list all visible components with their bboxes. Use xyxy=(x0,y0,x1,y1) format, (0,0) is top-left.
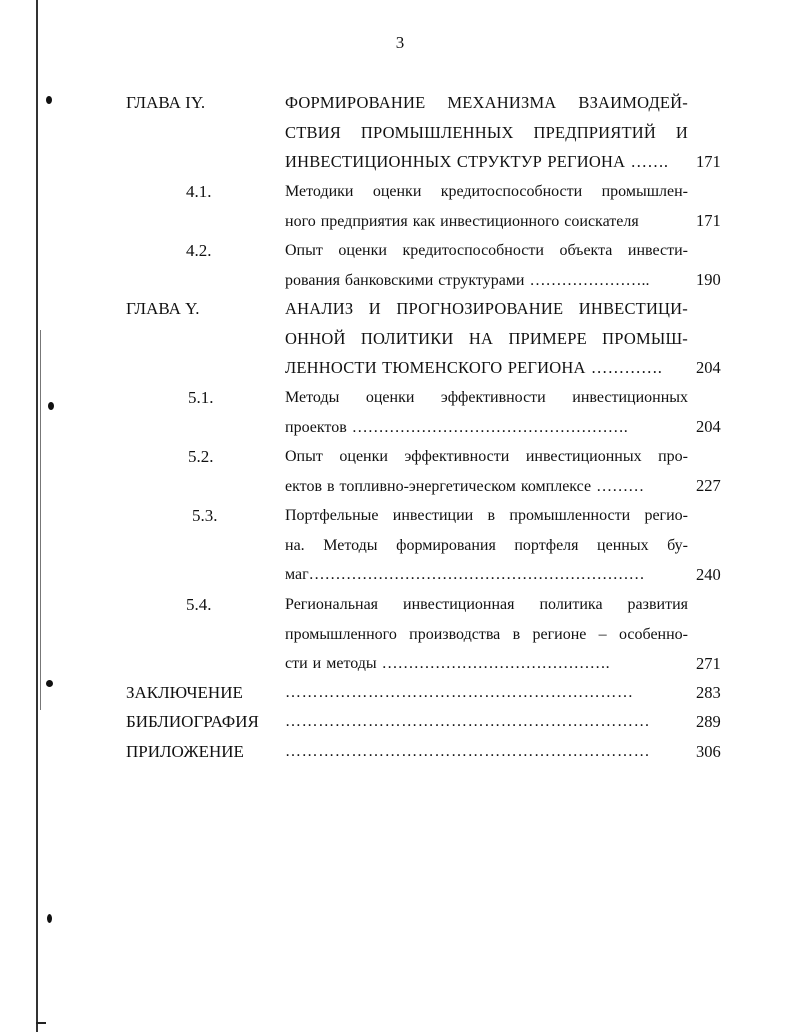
toc-page-number: 240 xyxy=(696,565,721,584)
toc-page-number: 283 xyxy=(696,683,721,702)
punch-mark xyxy=(48,402,54,410)
toc-entry-title xyxy=(285,501,688,590)
toc-label: 4.1. xyxy=(186,182,212,201)
toc-entry-title xyxy=(285,294,688,383)
toc-entry-line: Портфельные инвестиции в промышленности регио- xyxy=(285,507,688,524)
toc-entry-line: ФОРМИРОВАНИЕ МЕХАНИЗМА ВЗАИМОДЕЙ- xyxy=(285,93,688,112)
punch-mark xyxy=(47,914,52,923)
toc-label: 5.2. xyxy=(188,447,214,466)
toc-page-number: 190 xyxy=(696,270,721,289)
toc-page-number: 171 xyxy=(696,211,721,230)
toc-page-number: 271 xyxy=(696,654,721,673)
binding-margin-shadow xyxy=(40,330,41,710)
toc-page-number: 289 xyxy=(696,712,721,731)
toc-label: 5.1. xyxy=(188,388,214,407)
toc-label: 5.3. xyxy=(192,506,218,525)
toc-entry-line: Региональная инвестиционная политика развития xyxy=(285,596,688,613)
toc-entry-line: Методы оценки эффективности инвестиционных xyxy=(285,389,688,406)
toc-entry-line: рования банковскими структурами ………………….. xyxy=(285,271,650,289)
toc-entry-title xyxy=(285,236,688,295)
toc-entry-title xyxy=(285,383,688,442)
toc-entry-line: проектов ……………………………………………. xyxy=(285,418,628,436)
toc-entry-title xyxy=(285,590,688,679)
toc-leader-dots: ………………………………………………………… xyxy=(285,743,651,760)
page-number: 3 xyxy=(395,33,405,52)
toc-entry-line: ного предприятия как инвестиционного соискателя xyxy=(285,212,639,230)
toc-label: БИБЛИОГРАФИЯ xyxy=(126,712,259,731)
toc-page-number: 227 xyxy=(696,476,721,495)
toc-label: ГЛАВА IY. xyxy=(126,93,206,112)
toc-entry-line: ИНВЕСТИЦИОННЫХ СТРУКТУР РЕГИОНА ……. xyxy=(285,152,669,171)
toc-entry-line: на. Методы формирования портфеля ценных бу- xyxy=(285,536,688,554)
toc-page-number: 204 xyxy=(696,417,721,436)
toc-page-number: 204 xyxy=(696,358,721,377)
binding-margin-line xyxy=(36,0,38,1032)
toc-label: 5.4. xyxy=(186,595,212,614)
toc-entry-line: АНАЛИЗ И ПРОГНОЗИРОВАНИЕ ИНВЕСТИЦИ- xyxy=(285,299,688,318)
toc-label: ПРИЛОЖЕНИЕ xyxy=(126,742,244,761)
toc-entry-line: сти и методы ……………………………………. xyxy=(285,655,610,672)
toc-entry-title xyxy=(285,177,688,236)
toc-label: ЗАКЛЮЧЕНИЕ xyxy=(126,683,243,702)
toc-leader-dots: ……………………………………………………… xyxy=(285,684,634,701)
punch-mark xyxy=(46,96,52,104)
toc-entry-line: Методики оценки кредитоспособности промышлен- xyxy=(285,183,688,200)
toc-entry-line: Опыт оценки эффективности инвестиционных про- xyxy=(285,448,688,465)
toc-entry-line: ектов в топливно-энергетическом комплексе ……… xyxy=(285,477,645,495)
toc-page-number: 171 xyxy=(696,152,721,171)
toc-page-number: 306 xyxy=(696,742,721,761)
toc-entry-line: промышленного производства в регионе – особенно- xyxy=(285,625,688,643)
toc-entry-line: ОННОЙ ПОЛИТИКИ НА ПРИМЕРЕ ПРОМЫШ- xyxy=(285,328,688,348)
toc-label: ГЛАВА Y. xyxy=(126,299,200,318)
toc-entry-title xyxy=(285,442,688,501)
toc-entry-title xyxy=(285,88,688,177)
toc-entry-line: ЛЕННОСТИ ТЮМЕНСКОГО РЕГИОНА …………. xyxy=(285,358,663,377)
punch-mark xyxy=(46,680,53,687)
toc-entry-line: Опыт оценки кредитоспособности объекта инвести- xyxy=(285,242,688,259)
binding-margin-tick xyxy=(36,1022,46,1024)
toc-entry-line: маг……………………………………………………… xyxy=(285,566,645,583)
toc-leader-dots: ………………………………………………………… xyxy=(285,713,651,730)
toc-entry-line: СТВИЯ ПРОМЫШЛЕННЫХ ПРЕДПРИЯТИЙ И xyxy=(285,122,688,142)
toc-label: 4.2. xyxy=(186,241,212,260)
